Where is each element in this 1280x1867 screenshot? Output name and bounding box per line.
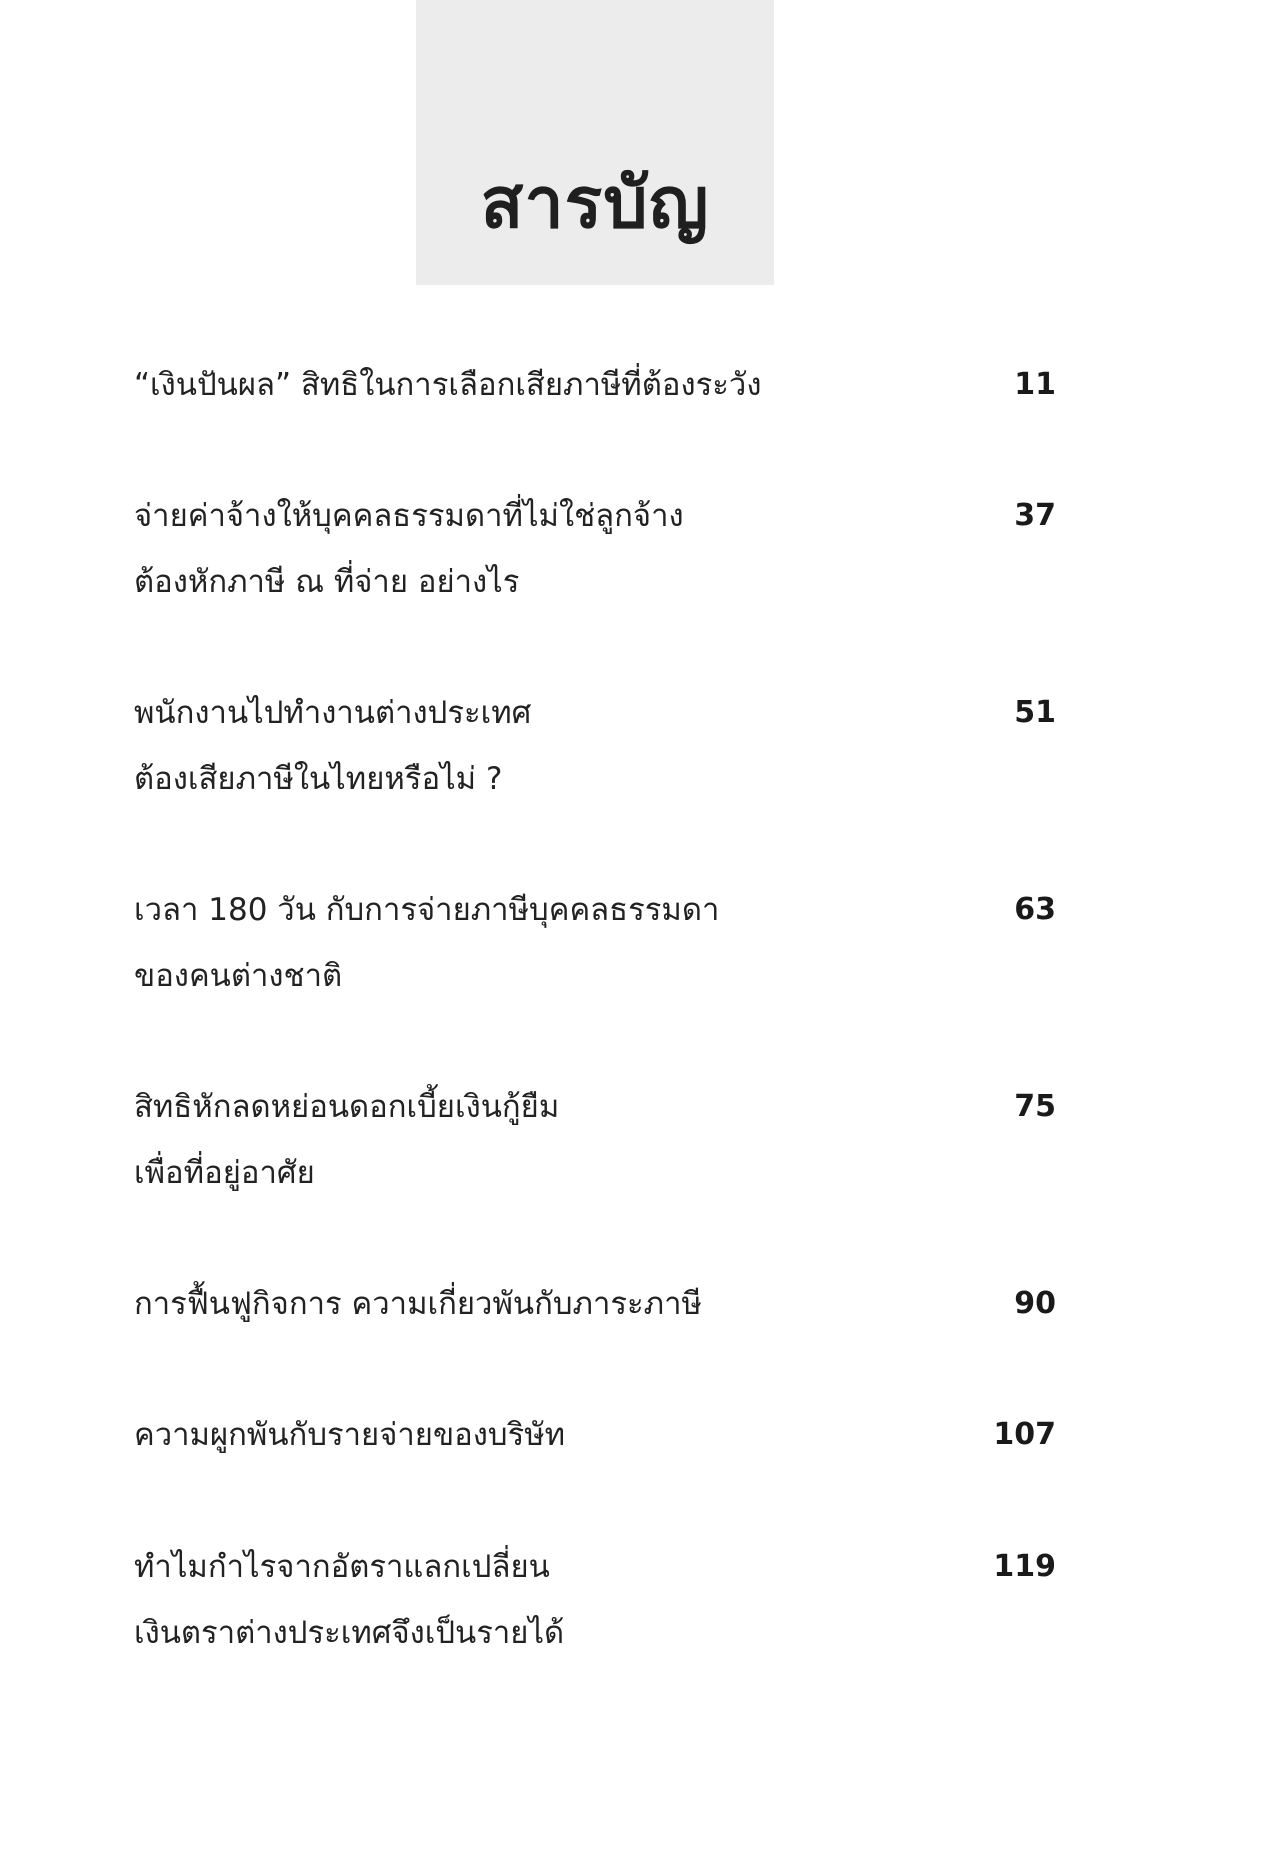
toc-entry[interactable] [134,483,1056,615]
toc-entry-title: การฟื้นฟูกิจการ ความเกี่ยวพันกับภาระภาษี [134,1286,702,1322]
toc-entry-title-continued: ของคนต่างชาติ [134,958,343,994]
toc-page-number: 90 [1014,1286,1056,1321]
toc-entry-title: พนักงานไปทำงานต่างประเทศ [134,695,532,731]
toc-page-number: 107 [993,1417,1056,1452]
toc-page-number: 75 [1014,1089,1056,1124]
toc-page-number: 63 [1014,892,1056,927]
toc-entry-title: “เงินปันผล” สิทธิในการเลือกเสียภาษีที่ต้องระวัง [134,367,762,403]
toc-entry[interactable] [134,877,1056,1009]
toc-entry[interactable] [134,1534,1056,1666]
toc-entry-title-continued: ต้องหักภาษี ณ ที่จ่าย อย่างไร [134,564,520,600]
toc-page-number: 51 [1014,695,1056,730]
toc-entry[interactable] [134,680,1056,812]
toc-entry[interactable] [134,1271,1056,1337]
toc-entry-title: เวลา 180 วัน กับการจ่ายภาษีบุคคลธรรมดา [134,892,720,928]
toc-entry-title-continued: ต้องเสียภาษีในไทยหรือไม่ ? [134,761,503,797]
page-title: สารบัญ [480,162,710,244]
toc-entry[interactable] [134,352,1056,418]
toc-entry-title-continued: เพื่อที่อยู่อาศัย [134,1155,315,1191]
toc-entry-title: ทำไมกำไรจากอัตราแลกเปลี่ยน [134,1549,550,1585]
toc-entry-title-continued: เงินตราต่างประเทศจึงเป็นรายได้ [134,1615,565,1651]
title-box [416,0,774,285]
toc-entry-title: จ่ายค่าจ้างให้บุคคลธรรมดาที่ไม่ใช่ลูกจ้าง [134,498,684,534]
toc-entry-title: สิทธิหักลดหย่อนดอกเบี้ยเงินกู้ยืม [134,1089,560,1125]
toc-page-number: 119 [993,1549,1056,1584]
toc-entry[interactable] [134,1074,1056,1206]
toc-entry-title: ความผูกพันกับรายจ่ายของบริษัท [134,1417,566,1453]
toc-entry[interactable] [134,1402,1056,1468]
toc-page-number: 37 [1014,498,1056,533]
toc-page-number: 11 [1014,367,1056,402]
